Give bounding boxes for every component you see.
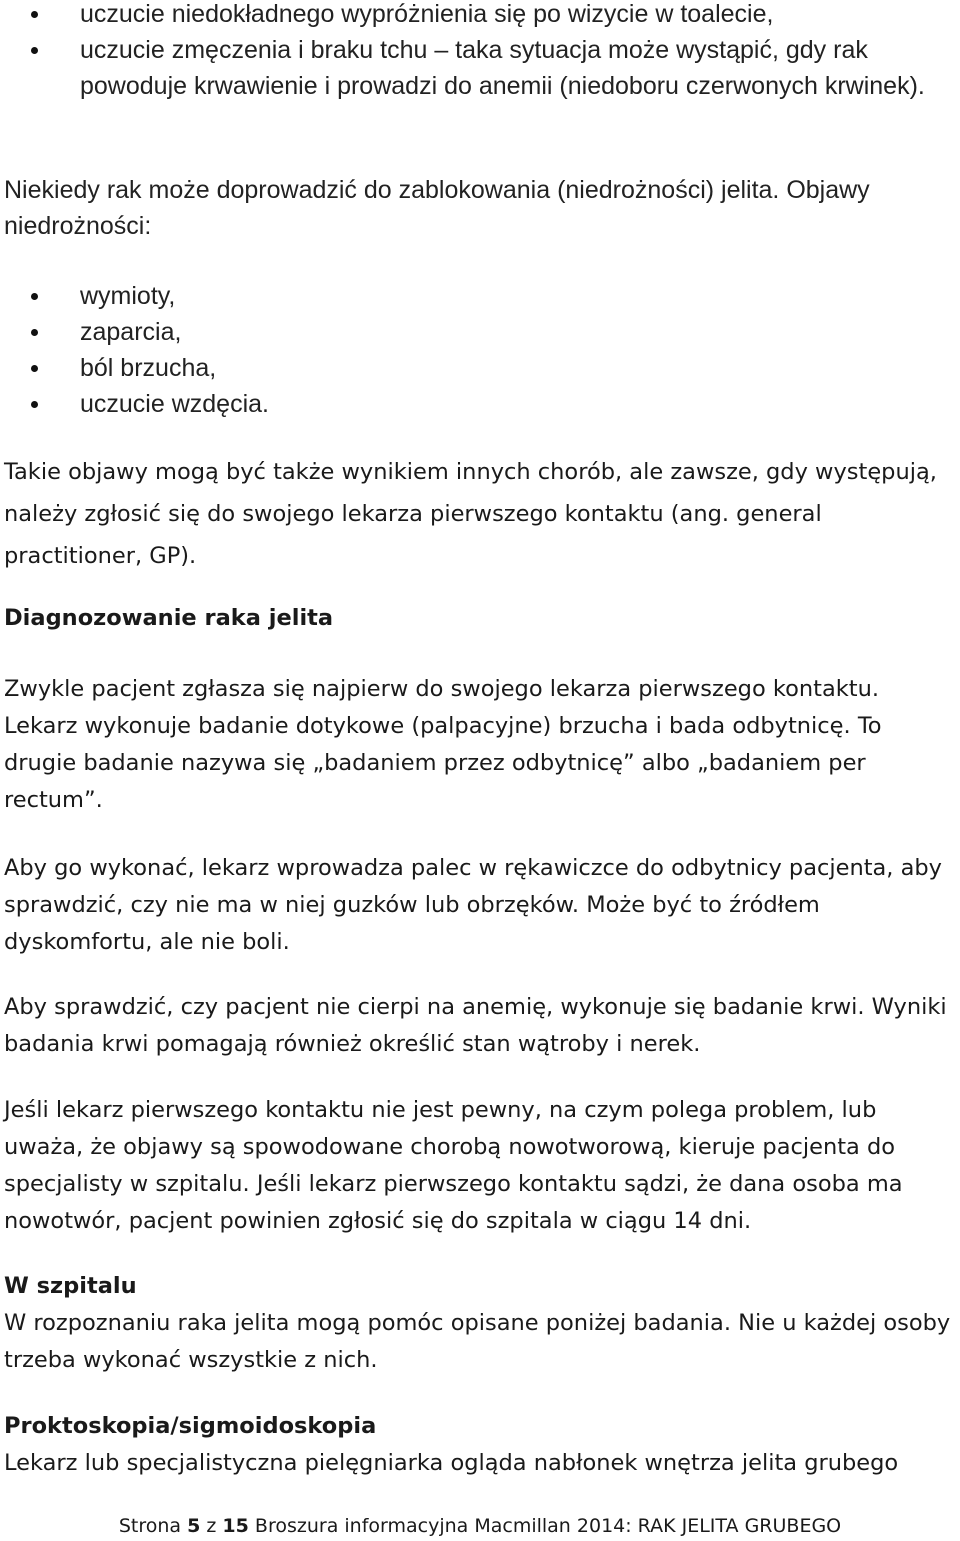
bullet-icon [31, 365, 38, 372]
paragraph-hospital: W rozpoznaniu raka jelita mogą pomóc opisane poniżej badania. Nie u każdej osoby trzeba wykonać wszystkie z nich. [4, 1310, 951, 1373]
bullet-icon [31, 11, 38, 18]
footer-page-prefix: Strona [118, 1515, 182, 1537]
paragraph-blood-test: Aby sprawdzić, czy pacjent nie cierpi na anemię, wykonuje się badanie krwi. Wyniki badania krwi pomagają również określić stan wątroby i nerek. [4, 994, 947, 1057]
heading-diagnosis: Diagnozowanie raka jelita [4, 605, 334, 631]
list-item: zaparcia, [0, 314, 269, 350]
list-item: wymioty, [0, 278, 269, 314]
symptom-list-top [0, 0, 960, 104]
page-footer [0, 1513, 960, 1539]
paragraph-exam: Zwykle pacjent zgłasza się najpierw do swojego lekarza pierwszego kontaktu. Lekarz wykonuje badanie dotykowe (palpacyjne) brzucha i bada odbytnicę. To drugie badanie nazywa się „badaniem przez odbytnicę” albo „badaniem per rectum”. [4, 676, 882, 813]
heading-hospital: W szpitalu [4, 1273, 137, 1299]
list-item: uczucie niedokładnego wypróżnienia się po wizycie w toalecie, [0, 0, 960, 32]
paragraph-proctoscopy: Lekarz lub specjalistyczna pielęgniarka ogląda nabłonek wnętrza jelita grubego [4, 1450, 899, 1476]
heading-proctoscopy: Proktoskopia/sigmoidoskopia [4, 1413, 377, 1439]
gp-paragraph: Takie objawy mogą być także wynikiem innych chorób, ale zawsze, gdy występują, należy zgłosić się do swojego lekarza pierwszego kontaktu (ang. general practitioner, GP). [4, 459, 937, 569]
list-item: uczucie wzdęcia. [0, 386, 269, 422]
list-item: uczucie zmęczenia i braku tchu – taka sytuacja może wystąpić, gdy rak powoduje krwawienie i prowadzi do anemii (niedoboru czerwonych krwinek). [0, 32, 960, 104]
obstruction-symptom-list [0, 278, 269, 422]
bullet-icon [31, 47, 38, 54]
footer-title: Broszura informacyjna Macmillan 2014: RAK JELITA GRUBEGO [254, 1515, 842, 1537]
paragraph-glove: Aby go wykonać, lekarz wprowadza palec w rękawiczce do odbytnicy pacjenta, aby sprawdzić, czy nie ma w niej guzków lub obrzęków. Może być to źródłem dyskomfortu, ale nie boli. [4, 855, 943, 955]
bullet-icon [31, 293, 38, 300]
paragraph-referral: Jeśli lekarz pierwszego kontaktu nie jest pewny, na czym polega problem, lub uważa, że objawy są spowodowane chorobą nowotworową, kieruje pacjenta do specjalisty w szpitalu. Jeśli lekarz pierwszego kontaktu sądzi, że dana osoba ma nowotwór, pacjent powinien zgłosić się do szpitala w ciągu 14 dni. [4, 1097, 903, 1234]
bullet-icon [31, 401, 38, 408]
footer-page-number: 5 [187, 1515, 201, 1537]
footer-page-total: 15 [222, 1515, 249, 1537]
bullet-icon [31, 329, 38, 336]
list-item: ból brzucha, [0, 350, 269, 386]
footer-of: z [206, 1515, 217, 1537]
obstruction-intro: Niekiedy rak może doprowadzić do zablokowania (niedrożności) jelita. Objawy niedrożności: [4, 176, 870, 240]
